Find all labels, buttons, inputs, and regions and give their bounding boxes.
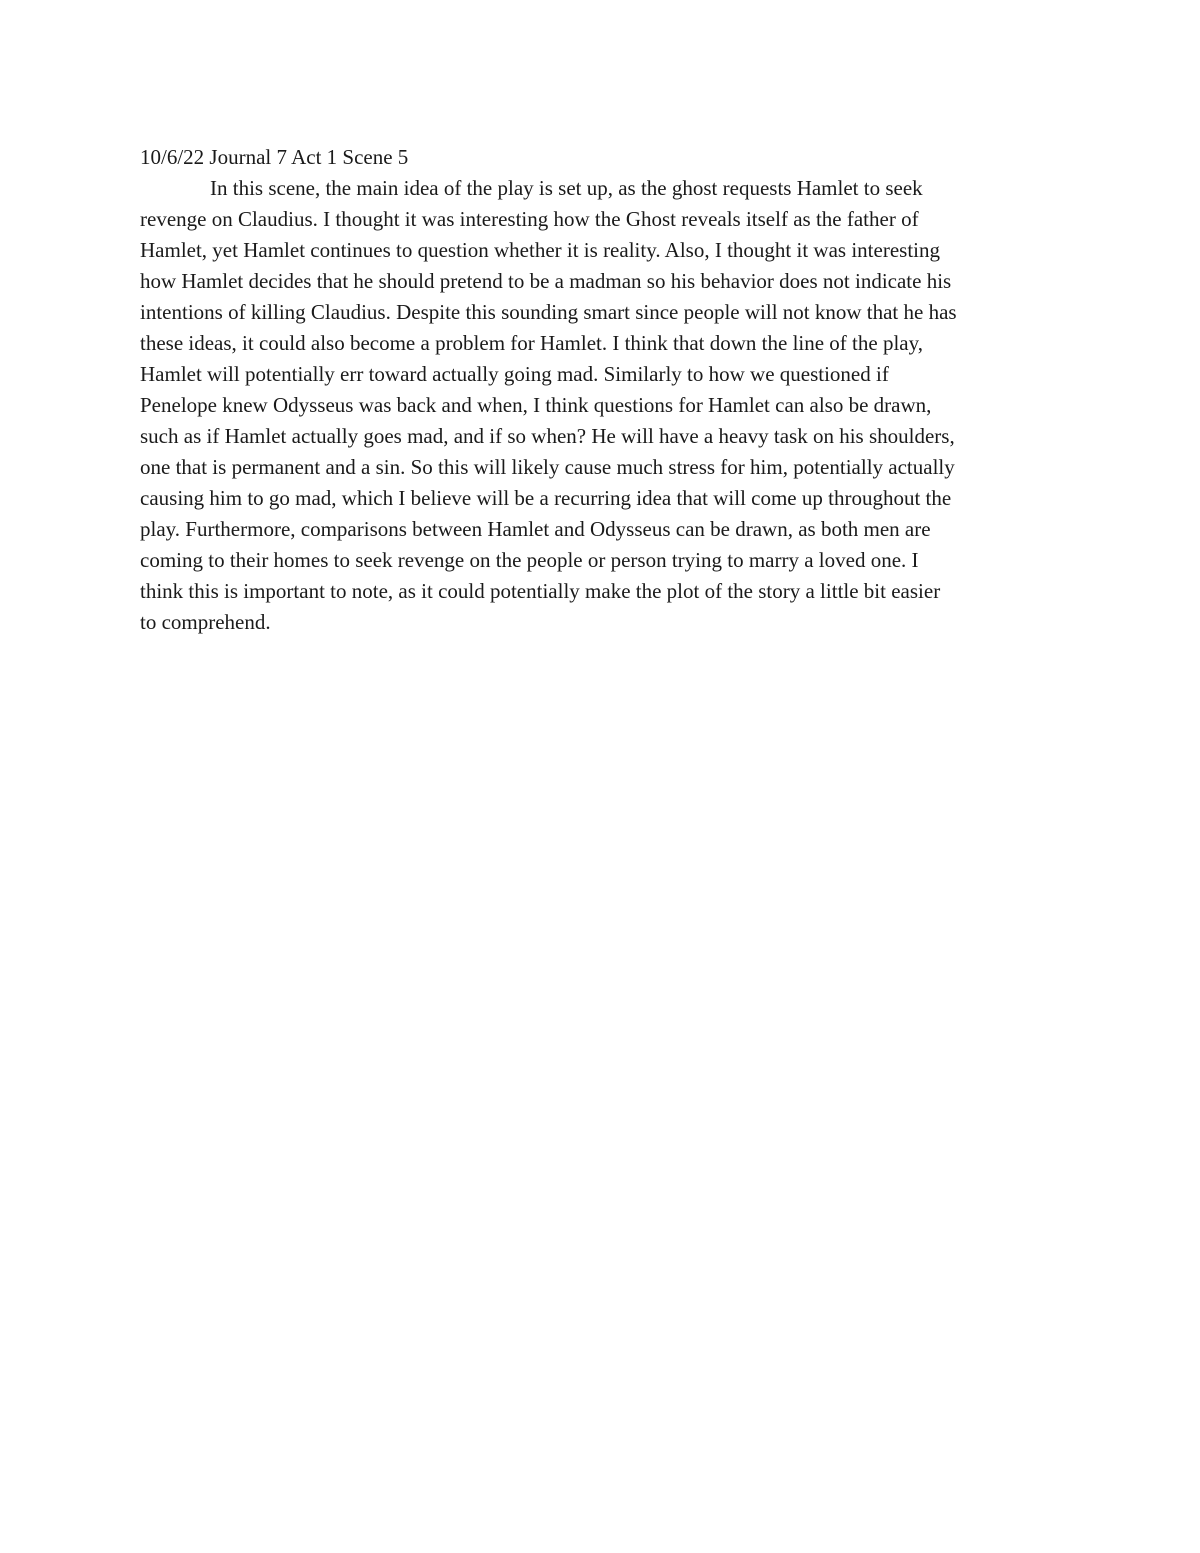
paragraph-line: think this is important to note, as it could potentially make the plot of the story a little bit easier [140,579,941,603]
paragraph-line: how Hamlet decides that he should pretend to be a madman so his behavior does not indicate his [140,269,952,293]
paragraph-line: such as if Hamlet actually goes mad, and if so when? He will have a heavy task on his shoulders, [140,424,955,448]
paragraph-line: one that is permanent and a sin. So this will likely cause much stress for him, potentially actually [140,455,955,479]
journal-entry [140,142,1065,638]
paragraph-line: coming to their homes to seek revenge on the people or person trying to marry a loved one. I [140,548,919,572]
paragraph-line: revenge on Claudius. I thought it was interesting how the Ghost reveals itself as the father of [140,207,919,231]
paragraph-line: Hamlet will potentially err toward actually going mad. Similarly to how we questioned if [140,362,889,386]
paragraph-line: these ideas, it could also become a problem for Hamlet. I think that down the line of the play, [140,331,923,355]
paragraph-line: causing him to go mad, which I believe will be a recurring idea that will come up throughout the [140,486,952,510]
paragraph-line: intentions of killing Claudius. Despite this sounding smart since people will not know that he has [140,300,957,324]
paragraph-line: In this scene, the main idea of the play is set up, as the ghost requests Hamlet to seek [210,176,923,200]
paragraph-line: play. Furthermore, comparisons between Hamlet and Odysseus can be drawn, as both men are [140,517,931,541]
paragraph-line: to comprehend. [140,610,271,634]
journal-heading: 10/6/22 Journal 7 Act 1 Scene 5 [140,145,409,169]
paragraph-line: Hamlet, yet Hamlet continues to question whether it is reality. Also, I thought it was interesting [140,238,940,262]
journal-paragraph [140,173,1065,638]
paragraph-line: Penelope knew Odysseus was back and when, I think questions for Hamlet can also be drawn, [140,393,932,417]
